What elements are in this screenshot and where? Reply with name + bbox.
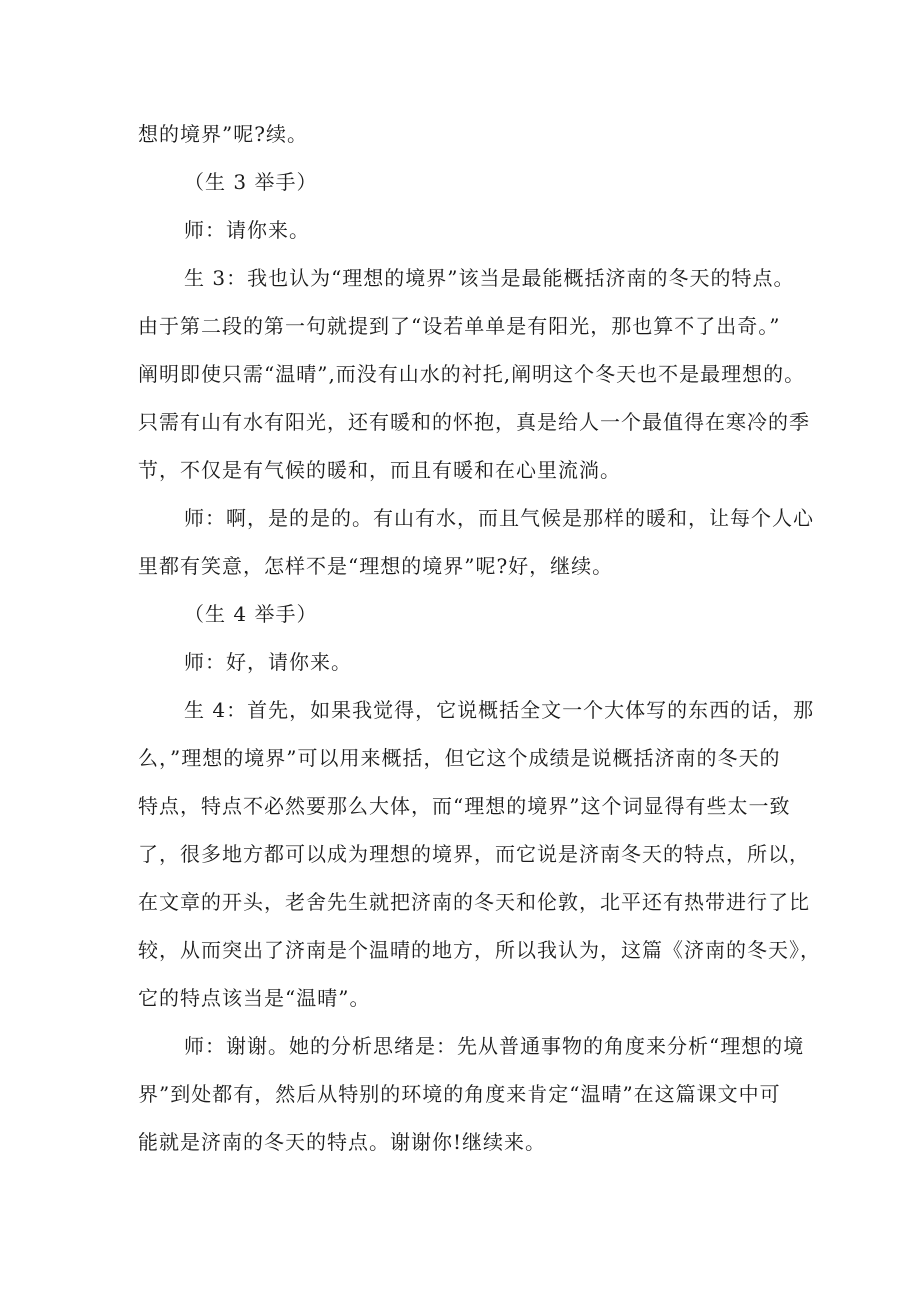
text-line: 它的特点该当是“温晴”。 <box>138 986 371 1010</box>
text-line: 界”到处都有，然后从特别的环境的角度来肯定“温晴”在这篇课文中可 <box>138 1082 781 1106</box>
text-line: 能就是济南的冬天的特点。谢谢你!继续来。 <box>138 1130 547 1154</box>
text-line: 特点，特点不必然要那么大体，而“理想的境界”这个词显得有些太一致 <box>138 794 791 818</box>
text-line: 师：请你来。 <box>184 218 310 242</box>
text-line: （生 4 举手） <box>184 602 318 626</box>
text-line: 么，”理想的境界”可以用来概括，但它这个成绩是说概括济南的冬天的 <box>138 746 781 770</box>
text-line: 生 3：我也认为“理想的境界”该当是最能概括济南的冬天的特点。 <box>184 266 795 290</box>
text-line: 只需有山有水有阳光，还有暖和的怀抱，真是给人一个最值得在寒冷的季 <box>138 410 810 434</box>
text-line: 生 4：首先，如果我觉得，它说概括全文一个大体写的东西的话，那 <box>184 698 815 722</box>
text-line: 在文章的开头，老舍先生就把济南的冬天和伦敦，北平还有热带进行了比 <box>138 890 810 914</box>
text-line: 师：啊，是的是的。有山有水，而且气候是那样的暖和，让每个人心 <box>184 506 814 530</box>
text-line: 里都有笑意，怎样不是“理想的境界”呢?好，继续。 <box>138 554 614 578</box>
document-body <box>138 110 821 1166</box>
text-line: 阐明即使只需“温晴”,而没有山水的衬托,阐明这个冬天也不是最理想的。 <box>138 362 806 386</box>
text-line: 较，从而突出了济南是个温晴的地方，所以我认为，这篇《济南的冬天》， <box>138 938 821 962</box>
text-line: 由于第二段的第一句就提到了“设若单单是有阳光，那也算不了出奇。” <box>138 314 781 338</box>
text-line: 节，不仅是有气候的暖和，而且有暖和在心里流淌。 <box>138 458 621 482</box>
text-line: 师：谢谢。她的分析思绪是：先从普通事物的角度来分析“理想的境 <box>184 1034 805 1058</box>
text-line: 想的境界”呢?续。 <box>138 122 308 146</box>
text-line: （生 3 举手） <box>184 170 318 194</box>
text-line: 师：好，请你来。 <box>184 650 352 674</box>
text-line: 了，很多地方都可以成为理想的境界，而它说是济南冬天的特点，所以， <box>138 842 810 866</box>
